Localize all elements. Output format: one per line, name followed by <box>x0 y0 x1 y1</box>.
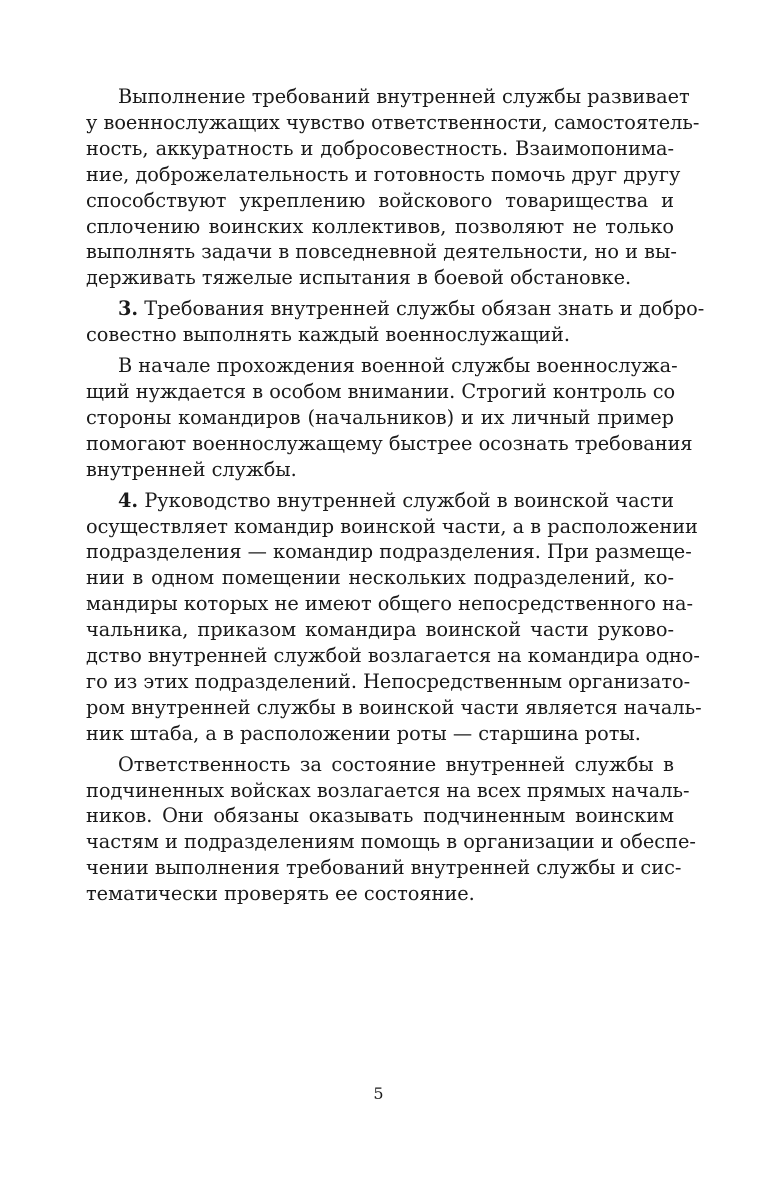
text-line: способствуют укреплению войскового товарищества и <box>86 188 674 212</box>
text-line-content: Руководство внутренней службой в воинской части <box>144 488 674 512</box>
text-line: совестно выполнять каждый военнослужащий. <box>86 323 570 347</box>
text-line: держивать тяжелые испытания в боевой обстановке. <box>86 266 632 290</box>
text-line: выполнять задачи в повседневной деятельности, но и вы- <box>86 240 677 264</box>
text-line: чальника, приказом командира воинской части руково- <box>86 618 674 642</box>
text-line: В начале прохождения военной службы военнослужа- <box>118 354 678 378</box>
text-line: тематически проверять ее состояние. <box>86 882 475 906</box>
text-line: чении выполнения требований внутренней службы и сис- <box>86 856 682 880</box>
text-line: подчиненных войсках возлагается на всех прямых началь- <box>86 778 690 802</box>
text-line: щий нуждается в особом внимании. Строгий контроль со <box>86 379 676 403</box>
text-line <box>86 488 674 514</box>
text-line: го из этих подразделений. Непосредственным организато- <box>86 669 691 693</box>
text-line: внутренней службы. <box>86 457 297 481</box>
text-line: Ответственность за состояние внутренней службы в <box>118 752 674 776</box>
text-line: ром внутренней службы в воинской части является началь- <box>86 695 702 719</box>
text-line: сплочению воинских коллективов, позволяют не только <box>86 214 674 238</box>
text-line: стороны командиров (начальников) и их личный пример <box>86 405 674 429</box>
text-line: осуществляет командир воинской части, а в расположении <box>86 514 698 538</box>
text-line: мандиры которых не имеют общего непосредственного на- <box>86 592 694 616</box>
text-line: частям и подразделениям помощь в организации и обеспе- <box>86 830 696 854</box>
text-line: ников. Они обязаны оказывать подчиненным воинским <box>86 804 674 828</box>
text-line: дство внутренней службой возлагается на командира одно- <box>86 644 700 668</box>
text-line: подразделения — командир подразделения. При размеще- <box>86 540 692 564</box>
page-number: 5 <box>373 1084 384 1103</box>
paragraph-3 <box>86 353 693 483</box>
text-line: ность, аккуратность и добросовестность. Взаимопонима- <box>86 136 674 160</box>
text-line-content: Требования внутренней службы обязан знать и добро- <box>144 297 705 321</box>
text-line <box>86 296 705 322</box>
text-line: у военнослужащих чувство ответственности, самостоятель- <box>86 110 700 134</box>
paragraph-2-item-3 <box>86 296 705 348</box>
text-line: ние, доброжелательность и готовность помочь друг другу <box>86 162 681 186</box>
body-text <box>86 84 705 907</box>
text-line: ник штаба, а в расположении роты — старшина роты. <box>86 721 641 745</box>
text-line: нии в одном помещении нескольких подразделений, ко- <box>86 566 674 590</box>
paragraph-4-item-4 <box>86 488 702 747</box>
item-number: 3. <box>118 297 139 321</box>
item-number: 4. <box>118 488 139 512</box>
paragraph-1 <box>86 84 700 291</box>
paragraph-5 <box>86 752 696 907</box>
text-line: Выполнение требований внутренней службы развивает <box>118 85 690 108</box>
text-line: помогают военнослужащему быстрее осознать требования <box>86 431 693 455</box>
